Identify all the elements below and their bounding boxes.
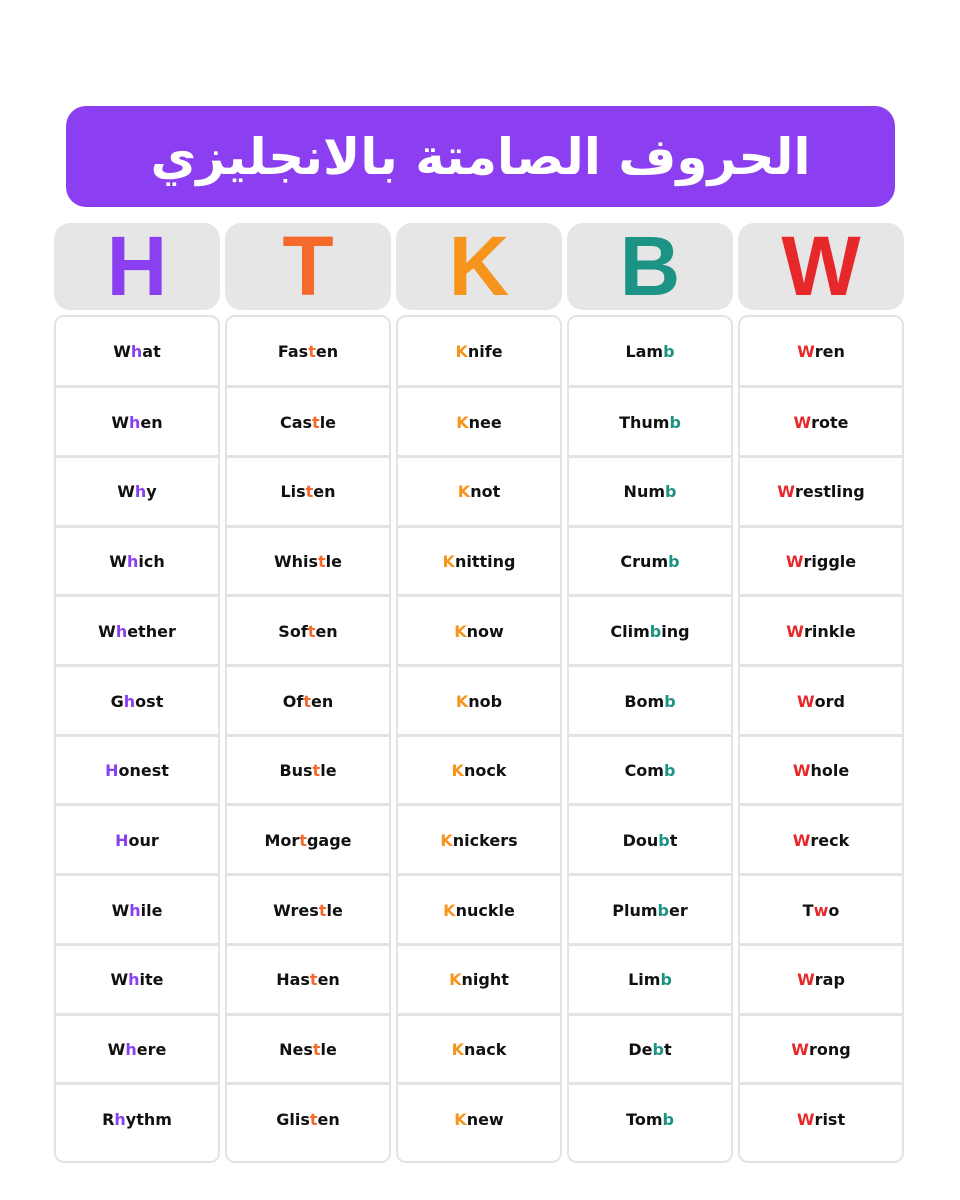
word-suffix: ord: [814, 691, 845, 711]
silent-letter: b: [660, 970, 672, 990]
silent-letter: K: [455, 691, 469, 711]
word-cell: [398, 734, 560, 805]
word-prefix: Of: [282, 691, 304, 711]
word-cell: [56, 873, 218, 944]
silent-letter: K: [456, 412, 469, 432]
letter-header-w: W: [738, 223, 904, 310]
silent-letter: W: [786, 621, 804, 641]
word-prefix: Mor: [264, 830, 300, 850]
silent-letter: h: [123, 691, 136, 711]
word-suffix: new: [466, 1109, 504, 1129]
word-cell: [227, 734, 389, 805]
word-prefix: Dou: [622, 830, 659, 850]
silent-letter: b: [649, 621, 662, 641]
word-cell: [569, 943, 731, 1014]
word-prefix: T: [802, 900, 814, 920]
word-suffix: ich: [138, 552, 165, 572]
word-column-h: [54, 315, 220, 1163]
silent-letter: b: [668, 552, 680, 572]
word-cell: [569, 385, 731, 456]
word-cell: [56, 734, 218, 805]
silent-letter: W: [792, 761, 811, 781]
word-prefix: Crum: [620, 552, 669, 572]
word-prefix: Wres: [273, 900, 319, 920]
silent-letter: b: [652, 1040, 664, 1060]
silent-letter: K: [454, 1109, 467, 1129]
silent-letter: W: [797, 691, 815, 711]
word-suffix: en: [315, 621, 338, 641]
word-suffix: en: [310, 691, 334, 711]
word-cell: [227, 873, 389, 944]
word-cell: [740, 1082, 902, 1153]
page-title: الحروف الصامتة بالانجليزي: [150, 127, 811, 186]
word-cell: [398, 803, 560, 874]
silent-letter: b: [665, 482, 677, 502]
word-suffix: rap: [814, 970, 845, 990]
silent-letter: K: [451, 1040, 465, 1060]
silent-letter: K: [440, 830, 453, 850]
silent-letter: t: [312, 412, 320, 432]
silent-letter: t: [318, 900, 327, 920]
word-prefix: De: [628, 1040, 653, 1060]
word-prefix: Bom: [624, 691, 665, 711]
letter-header-b: B: [567, 223, 733, 310]
word-suffix: nitting: [454, 552, 516, 572]
silent-letter: K: [449, 970, 462, 990]
word-suffix: ost: [135, 691, 164, 711]
word-prefix: W: [98, 621, 116, 641]
word-suffix: onest: [118, 761, 169, 781]
word-cell: [398, 943, 560, 1014]
word-cell: [569, 594, 731, 665]
word-column-w: [738, 315, 904, 1163]
word-cell: [398, 1013, 560, 1084]
word-suffix: ren: [814, 342, 845, 362]
word-suffix: en: [317, 1109, 340, 1129]
word-cell: [740, 594, 902, 665]
word-cell: [569, 664, 731, 735]
silent-letter: t: [299, 830, 307, 850]
word-cell: [227, 1082, 389, 1153]
title-banner: [66, 106, 895, 207]
silent-letter: H: [105, 761, 119, 781]
word-prefix: Plum: [612, 900, 658, 920]
word-cell: [398, 317, 560, 387]
silent-letter: K: [457, 482, 471, 502]
word-cell: [398, 664, 560, 735]
word-cell: [227, 317, 389, 387]
silent-letter: b: [663, 342, 675, 362]
word-cell: [740, 1013, 902, 1084]
word-prefix: Fas: [277, 342, 309, 362]
word-cell: [56, 943, 218, 1014]
silent-letter: W: [797, 970, 815, 990]
word-suffix: rist: [814, 1109, 846, 1129]
word-cell: [56, 664, 218, 735]
word-suffix: now: [466, 621, 504, 641]
word-cell: [740, 664, 902, 735]
silent-letter: K: [443, 900, 456, 920]
silent-letter: h: [115, 621, 128, 641]
word-prefix: Glis: [276, 1109, 310, 1129]
silent-letter: h: [114, 1109, 126, 1129]
word-cell: [740, 943, 902, 1014]
word-prefix: Lis: [280, 482, 306, 502]
silent-letter: t: [308, 342, 316, 362]
word-prefix: Sof: [278, 621, 308, 641]
word-suffix: ether: [127, 621, 176, 641]
silent-letter: t: [318, 552, 326, 572]
word-suffix: en: [140, 412, 163, 432]
word-suffix: y: [146, 482, 157, 502]
word-suffix: le: [320, 1040, 337, 1060]
word-prefix: Thum: [619, 412, 670, 432]
silent-letter: b: [657, 900, 669, 920]
silent-letter: t: [307, 621, 316, 641]
word-cell: [569, 317, 731, 387]
word-prefix: Tom: [626, 1109, 663, 1129]
word-cell: [398, 455, 560, 526]
silent-letter: W: [793, 412, 812, 432]
word-cell: [56, 594, 218, 665]
word-cell: [569, 525, 731, 596]
word-suffix: at: [142, 342, 161, 362]
word-prefix: W: [111, 412, 129, 432]
word-suffix: en: [315, 342, 339, 362]
word-cell: [398, 873, 560, 944]
word-cell: [569, 1082, 731, 1153]
word-cell: [56, 1013, 218, 1084]
word-suffix: rong: [808, 1040, 851, 1060]
silent-letter: K: [454, 621, 467, 641]
word-prefix: W: [107, 1040, 126, 1060]
word-suffix: ythm: [125, 1109, 172, 1129]
word-prefix: Lim: [628, 970, 661, 990]
word-prefix: Has: [276, 970, 310, 990]
silent-letter: W: [797, 342, 815, 362]
word-cell: [569, 734, 731, 805]
word-prefix: W: [111, 900, 130, 920]
silent-letter: b: [669, 412, 681, 432]
word-column-b: [567, 315, 733, 1163]
word-suffix: ile: [140, 900, 163, 920]
word-cell: [569, 803, 731, 874]
word-suffix: restling: [794, 482, 865, 502]
word-prefix: W: [113, 342, 131, 362]
word-cell: [398, 1082, 560, 1153]
letter-headers: [54, 219, 906, 313]
silent-letter: h: [129, 900, 141, 920]
word-cell: [740, 317, 902, 387]
word-suffix: night: [461, 970, 509, 990]
word-prefix: G: [110, 691, 124, 711]
word-suffix: nob: [468, 691, 503, 711]
silent-letter: t: [309, 970, 318, 990]
word-suffix: er: [668, 900, 688, 920]
silent-letter: w: [813, 900, 829, 920]
word-suffix: gage: [306, 830, 352, 850]
silent-letter: b: [662, 1109, 674, 1129]
word-cell: [398, 385, 560, 456]
word-suffix: riggle: [803, 552, 857, 572]
word-cell: [740, 385, 902, 456]
word-cell: [56, 317, 218, 387]
silent-letter: h: [128, 970, 140, 990]
word-cell: [56, 385, 218, 456]
silent-letter: K: [451, 761, 464, 781]
word-suffix: ere: [136, 1040, 167, 1060]
word-cell: [569, 873, 731, 944]
silent-letter: t: [305, 482, 314, 502]
word-prefix: Clim: [610, 621, 650, 641]
word-suffix: en: [317, 970, 340, 990]
word-cell: [56, 1082, 218, 1153]
silent-letter: h: [129, 412, 141, 432]
word-column-t: [225, 315, 391, 1163]
word-cell: [740, 525, 902, 596]
silent-letter: h: [134, 482, 147, 502]
word-suffix: nife: [467, 342, 503, 362]
word-prefix: W: [110, 970, 129, 990]
word-suffix: nock: [463, 761, 507, 781]
word-cell: [740, 734, 902, 805]
silent-letter: W: [777, 482, 795, 502]
silent-letter: W: [796, 1109, 815, 1129]
word-cell: [740, 455, 902, 526]
word-cell: [740, 873, 902, 944]
word-suffix: le: [325, 552, 343, 572]
word-cell: [56, 525, 218, 596]
word-cell: [56, 803, 218, 874]
word-suffix: le: [319, 412, 337, 432]
silent-letter: W: [791, 1040, 809, 1060]
word-prefix: Lam: [625, 342, 664, 362]
word-suffix: t: [669, 830, 678, 850]
silent-letter: h: [126, 552, 139, 572]
word-cell: [227, 594, 389, 665]
word-cell: [227, 455, 389, 526]
word-cell: [398, 525, 560, 596]
silent-letter: H: [115, 830, 129, 850]
word-suffix: nickers: [452, 830, 518, 850]
word-suffix: rote: [811, 412, 849, 432]
word-prefix: Cas: [279, 412, 313, 432]
silent-letter: t: [309, 1109, 318, 1129]
silent-letter: W: [792, 830, 811, 850]
word-prefix: W: [109, 552, 127, 572]
silent-letter: h: [125, 1040, 137, 1060]
word-suffix: t: [663, 1040, 672, 1060]
word-cell: [569, 1013, 731, 1084]
word-suffix: ite: [139, 970, 164, 990]
silent-letter: b: [663, 761, 676, 781]
word-suffix: hole: [810, 761, 850, 781]
word-prefix: R: [102, 1109, 115, 1129]
silent-letter: K: [455, 342, 468, 362]
word-prefix: Bus: [279, 761, 313, 781]
word-prefix: Whis: [273, 552, 319, 572]
word-cell: [227, 525, 389, 596]
word-suffix: le: [320, 761, 337, 781]
word-cell: [227, 1013, 389, 1084]
word-suffix: our: [128, 830, 159, 850]
word-prefix: W: [117, 482, 135, 502]
silent-letter: t: [312, 1040, 321, 1060]
word-suffix: nuckle: [455, 900, 515, 920]
letter-header-t: T: [225, 223, 391, 310]
word-cell: [227, 385, 389, 456]
letter-header-k: K: [396, 223, 562, 310]
word-suffix: nack: [464, 1040, 507, 1060]
silent-letter: W: [785, 552, 804, 572]
silent-letter: h: [130, 342, 143, 362]
word-suffix: nee: [468, 412, 502, 432]
word-cell: [56, 455, 218, 526]
word-cell: [398, 594, 560, 665]
words-grid: [54, 315, 906, 1163]
word-suffix: reck: [810, 830, 850, 850]
word-suffix: rinkle: [803, 621, 856, 641]
word-cell: [569, 455, 731, 526]
word-prefix: Nes: [279, 1040, 313, 1060]
silent-letter: t: [312, 761, 321, 781]
word-cell: [740, 803, 902, 874]
word-prefix: Num: [623, 482, 665, 502]
word-cell: [227, 664, 389, 735]
letter-header-h: H: [54, 223, 220, 310]
silent-letter: b: [658, 830, 670, 850]
silent-letter: t: [303, 691, 311, 711]
word-cell: [227, 943, 389, 1014]
word-suffix: o: [828, 900, 840, 920]
word-prefix: Com: [624, 761, 664, 781]
silent-letter: K: [442, 552, 455, 572]
word-suffix: not: [470, 482, 501, 502]
word-suffix: ing: [661, 621, 690, 641]
word-cell: [227, 803, 389, 874]
word-suffix: en: [313, 482, 336, 502]
word-suffix: le: [326, 900, 343, 920]
word-column-k: [396, 315, 562, 1163]
silent-letter: b: [664, 691, 676, 711]
